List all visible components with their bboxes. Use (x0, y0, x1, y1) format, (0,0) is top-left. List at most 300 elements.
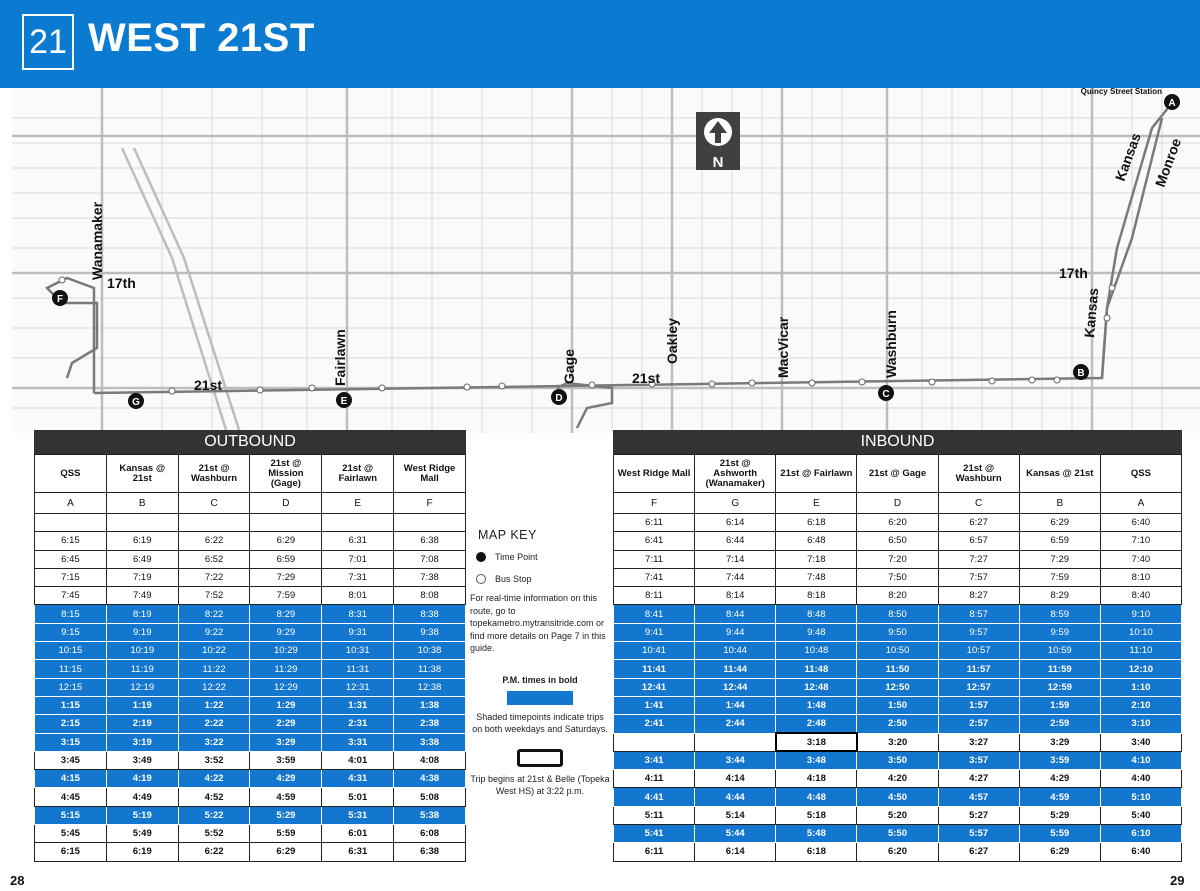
time-cell: 2:50 (857, 715, 938, 733)
time-cell: 6:11 (614, 514, 695, 532)
outbound-schedule (34, 430, 466, 862)
time-cell: 7:27 (938, 550, 1019, 568)
time-cell: 6:40 (1100, 843, 1181, 861)
time-cell: 3:38 (394, 733, 466, 751)
table-row (35, 770, 466, 788)
time-cell: 12:15 (35, 678, 107, 696)
street-label-fairlawn: Fairlawn (332, 329, 348, 386)
time-cell: 6:14 (695, 843, 776, 861)
time-cell: 5:48 (776, 825, 857, 843)
time-cell: 8:10 (1100, 568, 1181, 586)
time-cell: 5:14 (695, 806, 776, 824)
route-number: 21 (22, 14, 74, 70)
time-cell: 8:11 (614, 587, 695, 605)
street-label-gage: Gage (561, 348, 577, 384)
time-cell: 12:59 (1019, 678, 1100, 696)
table-row (35, 605, 466, 623)
time-cell: 5:44 (695, 825, 776, 843)
time-cell: 6:45 (35, 550, 107, 568)
outbound-header: QSS (35, 455, 107, 493)
inbound-header: 21st @ Fairlawn (776, 455, 857, 493)
time-cell: 7:18 (776, 550, 857, 568)
time-cell: 12:10 (1100, 660, 1181, 678)
inbound-header: West Ridge Mall (614, 455, 695, 493)
time-cell: 9:48 (776, 623, 857, 641)
time-cell: 6:29 (250, 532, 322, 550)
time-cell: 5:29 (1019, 806, 1100, 824)
table-row (35, 642, 466, 660)
time-cell: 3:29 (1019, 733, 1100, 751)
time-cell: 1:41 (614, 696, 695, 714)
time-cell: 12:57 (938, 678, 1019, 696)
outbound-header: 21st @ Mission (Gage) (250, 455, 322, 493)
time-cell: 5:59 (1019, 825, 1100, 843)
table-row (614, 605, 1182, 623)
time-cell: 12:38 (394, 678, 466, 696)
street-label-macvicar: MacVicar (775, 316, 791, 378)
time-cell (322, 514, 394, 532)
time-cell: 4:45 (35, 788, 107, 806)
time-cell: 12:44 (695, 678, 776, 696)
time-cell: 5:49 (106, 825, 178, 843)
time-cell: 2:41 (614, 715, 695, 733)
time-cell: 11:19 (106, 660, 178, 678)
time-cell: 2:10 (1100, 696, 1181, 714)
table-row (35, 806, 466, 824)
time-cell: 3:48 (776, 751, 857, 769)
time-cell: 6:29 (1019, 843, 1100, 861)
time-cell: 4:41 (614, 788, 695, 806)
inbound-code: G (695, 493, 776, 514)
time-cell: 7:40 (1100, 550, 1181, 568)
quincy-station-label: Quincy Street Station (1080, 88, 1162, 96)
time-cell: 3:27 (938, 733, 1019, 751)
time-cell: 5:15 (35, 806, 107, 824)
inbound-code: C (938, 493, 1019, 514)
time-cell: 6:29 (250, 843, 322, 861)
time-cell: 8:22 (178, 605, 250, 623)
time-cell: 3:59 (1019, 751, 1100, 769)
inbound-header: QSS (1100, 455, 1181, 493)
time-cell: 4:31 (322, 770, 394, 788)
time-cell: 9:38 (394, 623, 466, 641)
time-cell: 3:41 (614, 751, 695, 769)
time-cell: 4:29 (250, 770, 322, 788)
time-cell: 8:15 (35, 605, 107, 623)
inbound-schedule (613, 430, 1182, 862)
time-cell: 6:38 (394, 843, 466, 861)
time-cell: 3:52 (178, 751, 250, 769)
table-row (35, 678, 466, 696)
time-cell: 2:44 (695, 715, 776, 733)
time-cell: 7:38 (394, 568, 466, 586)
time-cell: 4:15 (35, 770, 107, 788)
outbound-code: E (322, 493, 394, 514)
time-cell: 9:10 (1100, 605, 1181, 623)
time-cell: 7:45 (35, 587, 107, 605)
time-cell: 3:50 (857, 751, 938, 769)
table-row (35, 587, 466, 605)
time-cell: 6:22 (178, 843, 250, 861)
time-cell: 12:50 (857, 678, 938, 696)
table-row (614, 806, 1182, 824)
time-cell: 3:59 (250, 751, 322, 769)
pm-times-note: P.M. times in bold (502, 674, 578, 685)
time-cell: 6:38 (394, 532, 466, 550)
time-cell: 3:10 (1100, 715, 1181, 733)
inbound-title: INBOUND (613, 430, 1182, 454)
time-cell: 10:22 (178, 642, 250, 660)
outbound-table (34, 454, 466, 862)
time-cell: 10:31 (322, 642, 394, 660)
outbound-code: B (106, 493, 178, 514)
time-cell: 7:59 (1019, 568, 1100, 586)
page-number-right: 29 (1170, 873, 1185, 888)
table-row (614, 770, 1182, 788)
timepoint-c: C (882, 389, 890, 400)
time-cell: 8:48 (776, 605, 857, 623)
table-row (35, 751, 466, 769)
time-cell: 6:19 (106, 843, 178, 861)
time-cell: 8:29 (1019, 587, 1100, 605)
time-cell: 4:29 (1019, 770, 1100, 788)
time-cell (250, 514, 322, 532)
street-label-wanamaker: Wanamaker (89, 201, 105, 280)
time-cell: 8:59 (1019, 605, 1100, 623)
time-cell: 10:48 (776, 642, 857, 660)
street-label-21st-right: 21st (632, 370, 661, 386)
time-cell: 7:41 (614, 568, 695, 586)
time-cell: 6:15 (35, 843, 107, 861)
outbound-header: 21st @ Washburn (178, 455, 250, 493)
time-cell: 6:29 (1019, 514, 1100, 532)
time-cell: 12:19 (106, 678, 178, 696)
time-cell: 6:31 (322, 843, 394, 861)
time-cell: 6:14 (695, 514, 776, 532)
map-key-title: MAP KEY (478, 528, 537, 542)
time-cell: 4:40 (1100, 770, 1181, 788)
north-label: N (712, 154, 724, 171)
time-cell: 2:22 (178, 715, 250, 733)
time-cell: 2:57 (938, 715, 1019, 733)
time-cell: 9:59 (1019, 623, 1100, 641)
trip-note: Trip begins at 21st & Belle (Topeka West HS) at 3:22 p.m. (470, 773, 610, 796)
table-row (614, 825, 1182, 843)
north-arrow-icon (696, 112, 740, 171)
inbound-code: E (776, 493, 857, 514)
time-cell: 4:59 (1019, 788, 1100, 806)
time-cell: 8:01 (322, 587, 394, 605)
street-label-21st-left: 21st (194, 377, 223, 393)
time-cell: 5:50 (857, 825, 938, 843)
table-row (35, 733, 466, 751)
time-cell: 2:31 (322, 715, 394, 733)
time-cell: 8:14 (695, 587, 776, 605)
time-cell: 6:20 (857, 514, 938, 532)
outbound-header: West Ridge Mall (394, 455, 466, 493)
time-cell: 4:22 (178, 770, 250, 788)
time-cell: 7:22 (178, 568, 250, 586)
time-cell: 4:48 (776, 788, 857, 806)
time-cell: 6:48 (776, 532, 857, 550)
inbound-header: 21st @ Gage (857, 455, 938, 493)
time-cell: 7:14 (695, 550, 776, 568)
map-key-busstop (476, 574, 610, 584)
time-cell: 4:08 (394, 751, 466, 769)
inbound-header: Kansas @ 21st (1019, 455, 1100, 493)
time-cell: 8:31 (322, 605, 394, 623)
street-label-kansas-right: Kansas (1081, 287, 1102, 339)
time-cell: 7:20 (857, 550, 938, 568)
time-cell: 4:11 (614, 770, 695, 788)
time-cell: 11:38 (394, 660, 466, 678)
table-row (614, 642, 1182, 660)
map-key-timepoint (476, 552, 610, 562)
time-cell: 7:50 (857, 568, 938, 586)
time-cell: 4:57 (938, 788, 1019, 806)
time-cell: 6:08 (394, 825, 466, 843)
time-cell: 11:31 (322, 660, 394, 678)
time-cell: 5:59 (250, 825, 322, 843)
time-cell: 1:57 (938, 696, 1019, 714)
time-cell: 6:52 (178, 550, 250, 568)
map-key (470, 528, 610, 797)
outbound-code: D (250, 493, 322, 514)
time-cell: 11:48 (776, 660, 857, 678)
street-label-oakley: Oakley (664, 318, 680, 364)
time-cell: 7:52 (178, 587, 250, 605)
table-row (614, 696, 1182, 714)
timepoint-b: B (1077, 368, 1085, 379)
time-cell: 1:22 (178, 696, 250, 714)
time-cell: 5:22 (178, 806, 250, 824)
time-cell: 10:50 (857, 642, 938, 660)
table-row (35, 660, 466, 678)
time-cell: 12:48 (776, 678, 857, 696)
time-cell: 11:22 (178, 660, 250, 678)
street-label-17th-right: 17th (1059, 265, 1088, 281)
table-row (614, 587, 1182, 605)
time-cell: 6:15 (35, 532, 107, 550)
time-cell: 6:11 (614, 843, 695, 861)
time-cell: 6:20 (857, 843, 938, 861)
page-number-left: 28 (10, 873, 25, 888)
time-cell: 9:57 (938, 623, 1019, 641)
table-row (35, 843, 466, 861)
time-cell: 6:40 (1100, 514, 1181, 532)
time-cell: 5:11 (614, 806, 695, 824)
street-label-monroe: Monroe (1151, 136, 1185, 190)
time-cell: 8:29 (250, 605, 322, 623)
time-cell: 9:41 (614, 623, 695, 641)
time-cell: 11:15 (35, 660, 107, 678)
table-row (614, 751, 1182, 769)
time-cell (695, 733, 776, 751)
time-cell: 10:44 (695, 642, 776, 660)
street-label-kansas-top: Kansas (1111, 130, 1144, 184)
inbound-code: A (1100, 493, 1181, 514)
time-cell: 1:48 (776, 696, 857, 714)
table-row (35, 514, 466, 532)
time-cell: 1:15 (35, 696, 107, 714)
time-cell (106, 514, 178, 532)
time-cell: 5:41 (614, 825, 695, 843)
time-cell: 6:59 (250, 550, 322, 568)
time-cell: 10:59 (1019, 642, 1100, 660)
time-cell: 3:18 (776, 733, 857, 751)
table-row (614, 532, 1182, 550)
time-cell: 10:15 (35, 642, 107, 660)
time-cell: 9:50 (857, 623, 938, 641)
table-row (35, 788, 466, 806)
timepoint-dot-icon (476, 552, 486, 562)
time-cell: 3:22 (178, 733, 250, 751)
table-row (35, 532, 466, 550)
time-cell: 5:45 (35, 825, 107, 843)
time-cell: 7:29 (1019, 550, 1100, 568)
time-cell: 4:49 (106, 788, 178, 806)
time-cell: 2:29 (250, 715, 322, 733)
time-cell: 9:19 (106, 623, 178, 641)
route-title: WEST 21ST (88, 16, 315, 60)
inbound-table (613, 454, 1182, 862)
time-cell: 3:49 (106, 751, 178, 769)
timepoint-e: E (340, 396, 348, 407)
time-cell: 11:59 (1019, 660, 1100, 678)
time-cell: 11:29 (250, 660, 322, 678)
trip-box-icon (517, 749, 563, 767)
time-cell: 8:50 (857, 605, 938, 623)
time-cell: 5:57 (938, 825, 1019, 843)
time-cell: 1:59 (1019, 696, 1100, 714)
time-cell: 10:29 (250, 642, 322, 660)
time-cell: 2:19 (106, 715, 178, 733)
time-cell: 11:10 (1100, 642, 1181, 660)
time-cell: 7:59 (250, 587, 322, 605)
time-cell: 10:38 (394, 642, 466, 660)
map-key-timepoint-label: Time Point (495, 552, 538, 562)
table-row (35, 550, 466, 568)
time-cell: 1:29 (250, 696, 322, 714)
time-cell: 4:10 (1100, 751, 1181, 769)
time-cell (178, 514, 250, 532)
timepoint-d: D (555, 393, 563, 404)
time-cell: 1:31 (322, 696, 394, 714)
time-cell: 12:31 (322, 678, 394, 696)
time-cell: 3:29 (250, 733, 322, 751)
time-cell: 2:15 (35, 715, 107, 733)
time-cell: 3:20 (857, 733, 938, 751)
table-row (35, 696, 466, 714)
time-cell: 2:59 (1019, 715, 1100, 733)
time-cell: 12:22 (178, 678, 250, 696)
time-cell: 8:44 (695, 605, 776, 623)
time-cell: 5:40 (1100, 806, 1181, 824)
time-cell: 6:50 (857, 532, 938, 550)
time-cell: 6:31 (322, 532, 394, 550)
time-cell: 4:14 (695, 770, 776, 788)
time-cell: 1:44 (695, 696, 776, 714)
map-key-busstop-label: Bus Stop (495, 574, 532, 584)
time-cell: 5:38 (394, 806, 466, 824)
time-cell: 3:19 (106, 733, 178, 751)
shaded-swatch (507, 691, 573, 705)
table-row (35, 623, 466, 641)
shaded-note: Shaded timepoints indicate trips on both weekdays and Saturdays. (472, 711, 608, 734)
time-cell: 5:20 (857, 806, 938, 824)
inbound-header: 21st @ Washburn (938, 455, 1019, 493)
time-cell: 4:27 (938, 770, 1019, 788)
time-cell: 7:44 (695, 568, 776, 586)
time-cell: 4:50 (857, 788, 938, 806)
time-cell: 6:27 (938, 514, 1019, 532)
time-cell: 6:18 (776, 843, 857, 861)
time-cell: 5:18 (776, 806, 857, 824)
time-cell: 7:01 (322, 550, 394, 568)
time-cell: 4:18 (776, 770, 857, 788)
table-row (614, 514, 1182, 532)
time-cell: 3:40 (1100, 733, 1181, 751)
table-row (614, 568, 1182, 586)
time-cell: 6:01 (322, 825, 394, 843)
table-row (614, 660, 1182, 678)
street-label-17th-left: 17th (107, 275, 136, 291)
street-label-washburn: Washburn (883, 310, 899, 378)
map-key-info: For real-time information on this route, go to topekametro.mytransitride.com or find more details on Page 7 in this guide. (470, 593, 606, 653)
time-cell: 3:15 (35, 733, 107, 751)
time-cell: 11:50 (857, 660, 938, 678)
outbound-code: C (178, 493, 250, 514)
time-cell: 4:52 (178, 788, 250, 806)
time-cell: 7:15 (35, 568, 107, 586)
time-cell: 7:49 (106, 587, 178, 605)
table-row (614, 788, 1182, 806)
time-cell: 12:29 (250, 678, 322, 696)
time-cell: 2:48 (776, 715, 857, 733)
time-cell: 7:31 (322, 568, 394, 586)
time-cell: 6:27 (938, 843, 1019, 861)
inbound-code: D (857, 493, 938, 514)
time-cell: 7:10 (1100, 532, 1181, 550)
table-row (614, 623, 1182, 641)
time-cell: 10:10 (1100, 623, 1181, 641)
timepoint-a: A (1168, 98, 1176, 109)
time-cell: 1:38 (394, 696, 466, 714)
time-cell: 7:29 (250, 568, 322, 586)
time-cell: 10:41 (614, 642, 695, 660)
time-cell: 11:57 (938, 660, 1019, 678)
table-row (614, 843, 1182, 861)
time-cell: 8:27 (938, 587, 1019, 605)
time-cell: 9:29 (250, 623, 322, 641)
outbound-title: OUTBOUND (34, 430, 466, 454)
time-cell: 8:20 (857, 587, 938, 605)
time-cell: 7:08 (394, 550, 466, 568)
inbound-header: 21st @ Ashworth (Wanamaker) (695, 455, 776, 493)
time-cell: 6:10 (1100, 825, 1181, 843)
time-cell: 3:31 (322, 733, 394, 751)
time-cell: 7:57 (938, 568, 1019, 586)
time-cell: 5:01 (322, 788, 394, 806)
timepoint-f: F (56, 294, 64, 305)
time-cell: 1:10 (1100, 678, 1181, 696)
time-cell: 7:11 (614, 550, 695, 568)
table-row (614, 550, 1182, 568)
time-cell: 5:19 (106, 806, 178, 824)
time-cell (614, 733, 695, 751)
inbound-code: B (1019, 493, 1100, 514)
table-row (614, 678, 1182, 696)
